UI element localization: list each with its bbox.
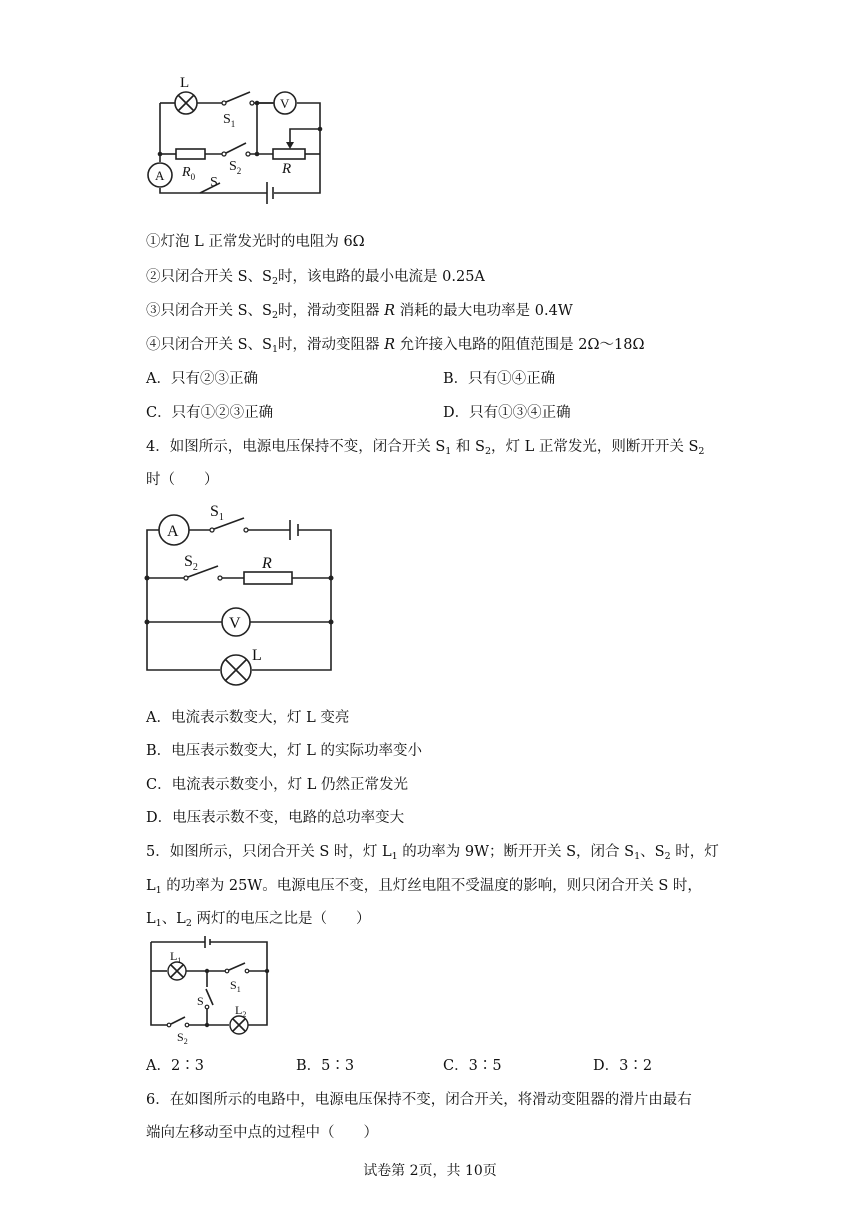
label-S1: S <box>230 978 237 992</box>
label-S2: S <box>229 159 237 174</box>
label-L: L <box>252 647 262 664</box>
q6-stem-line-1: 6．在如图所示的电路中，电源电压保持不变，闭合开关，将滑动变阻器的滑片由最右 <box>146 1092 692 1108</box>
svg-text:S2: $S_2$ <box>229 159 242 176</box>
q5-option-d[interactable]: D．3∶2 <box>593 1058 653 1074</box>
q5-stem-line-1: 5．如图所示，只闭合开关 S 时，灯 $L_1$ 的功率为 9W；断开开关 S，闭合 $S_1$、$S_2$ 时，灯 <box>146 844 719 862</box>
q3-statement-4: ④只闭合开关 S、$S_1$时，滑动变阻器 R 允许接入电路的阻值范围是 2Ω～18Ω <box>146 337 645 355</box>
label-L: L <box>180 75 190 91</box>
q4-stem-line-2: 时（ ） <box>146 472 219 488</box>
q4-option-c[interactable]: C．电流表示数变小，灯 L 仍然正常发光 <box>146 777 408 793</box>
label-A: A <box>167 523 179 540</box>
label-S: S <box>197 994 204 1008</box>
q6-stem-line-2: 端向左移动至中点的过程中（ ） <box>146 1125 378 1141</box>
q3-option-d[interactable]: D．只有①③④正确 <box>443 405 571 421</box>
label-L1: L <box>170 949 178 963</box>
circuit-diagram-q4 <box>140 498 340 693</box>
q3-option-b[interactable]: B．只有①④正确 <box>443 371 556 387</box>
q5-stem-line-3: $L_1$、$L_2$ 两灯的电压之比是（ ） <box>146 911 371 929</box>
q3-option-c[interactable]: C．只有①②③正确 <box>146 405 274 421</box>
q3-statement-1: ①灯泡 L 正常发光时的电阻为 6Ω <box>146 234 365 250</box>
q5-option-a[interactable]: A．2∶3 <box>146 1058 204 1074</box>
svg-text:L2: $L_2$ <box>235 1003 247 1019</box>
svg-text:L1: $L_1$ <box>170 949 182 965</box>
svg-text:S1: $S_1$ <box>223 112 236 129</box>
label-L2: L <box>235 1003 243 1017</box>
label-S1: S <box>223 112 231 127</box>
label-R0: R <box>182 165 191 180</box>
q3-option-a[interactable]: A．只有②③正确 <box>146 371 258 387</box>
circuit-diagram-q5 <box>145 935 275 1045</box>
label-V: V <box>280 96 290 111</box>
svg-text:S2: $S_2$ <box>177 1030 188 1045</box>
q3-statement-2: ②只闭合开关 S、$S_2$时，该电路的最小电流是 0.25A <box>146 269 485 287</box>
page-footer: 试卷第 2页，共 10页 <box>363 1163 497 1179</box>
label-V: V <box>229 615 241 632</box>
q4-option-d[interactable]: D．电压表示数不变，电路的总功率变大 <box>146 810 405 826</box>
svg-text:S2: $S_2$ <box>184 553 198 573</box>
circuit-diagram-q3 <box>140 70 340 215</box>
label-A: A <box>155 168 165 183</box>
svg-text:S1: $S_1$ <box>210 503 224 523</box>
svg-text:S1: $S_1$ <box>230 978 241 994</box>
q3-statement-3: ③只闭合开关 S、$S_2$时，滑动变阻器 R 消耗的最大电功率是 0.4W <box>146 303 573 321</box>
label-R: R <box>262 555 272 572</box>
label-S1: S <box>210 503 219 520</box>
label-S2: S <box>177 1030 184 1044</box>
q4-option-a[interactable]: A．电流表示数变大，灯 L 变亮 <box>146 710 350 726</box>
q5-option-b[interactable]: B．5∶3 <box>296 1058 355 1074</box>
label-R: R <box>282 161 292 177</box>
q5-stem-line-2: $L_1$ 的功率为 25W。电源电压不变，且灯丝电阻不受温度的影响，则只闭合开关 S 时， <box>146 878 702 896</box>
label-S2: S <box>184 553 193 570</box>
q4-stem-line-1: 4．如图所示，电源电压保持不变，闭合开关 $S_1$ 和 $S_2$，灯 L 正常发光，则断开开关 $S_2$ <box>146 439 705 457</box>
q5-option-c[interactable]: C．3∶5 <box>443 1058 502 1074</box>
label-S: S <box>210 175 218 190</box>
svg-text:R0: $R_0$ <box>182 165 196 182</box>
q4-option-b[interactable]: B．电压表示数变大，灯 L 的实际功率变小 <box>146 743 423 759</box>
